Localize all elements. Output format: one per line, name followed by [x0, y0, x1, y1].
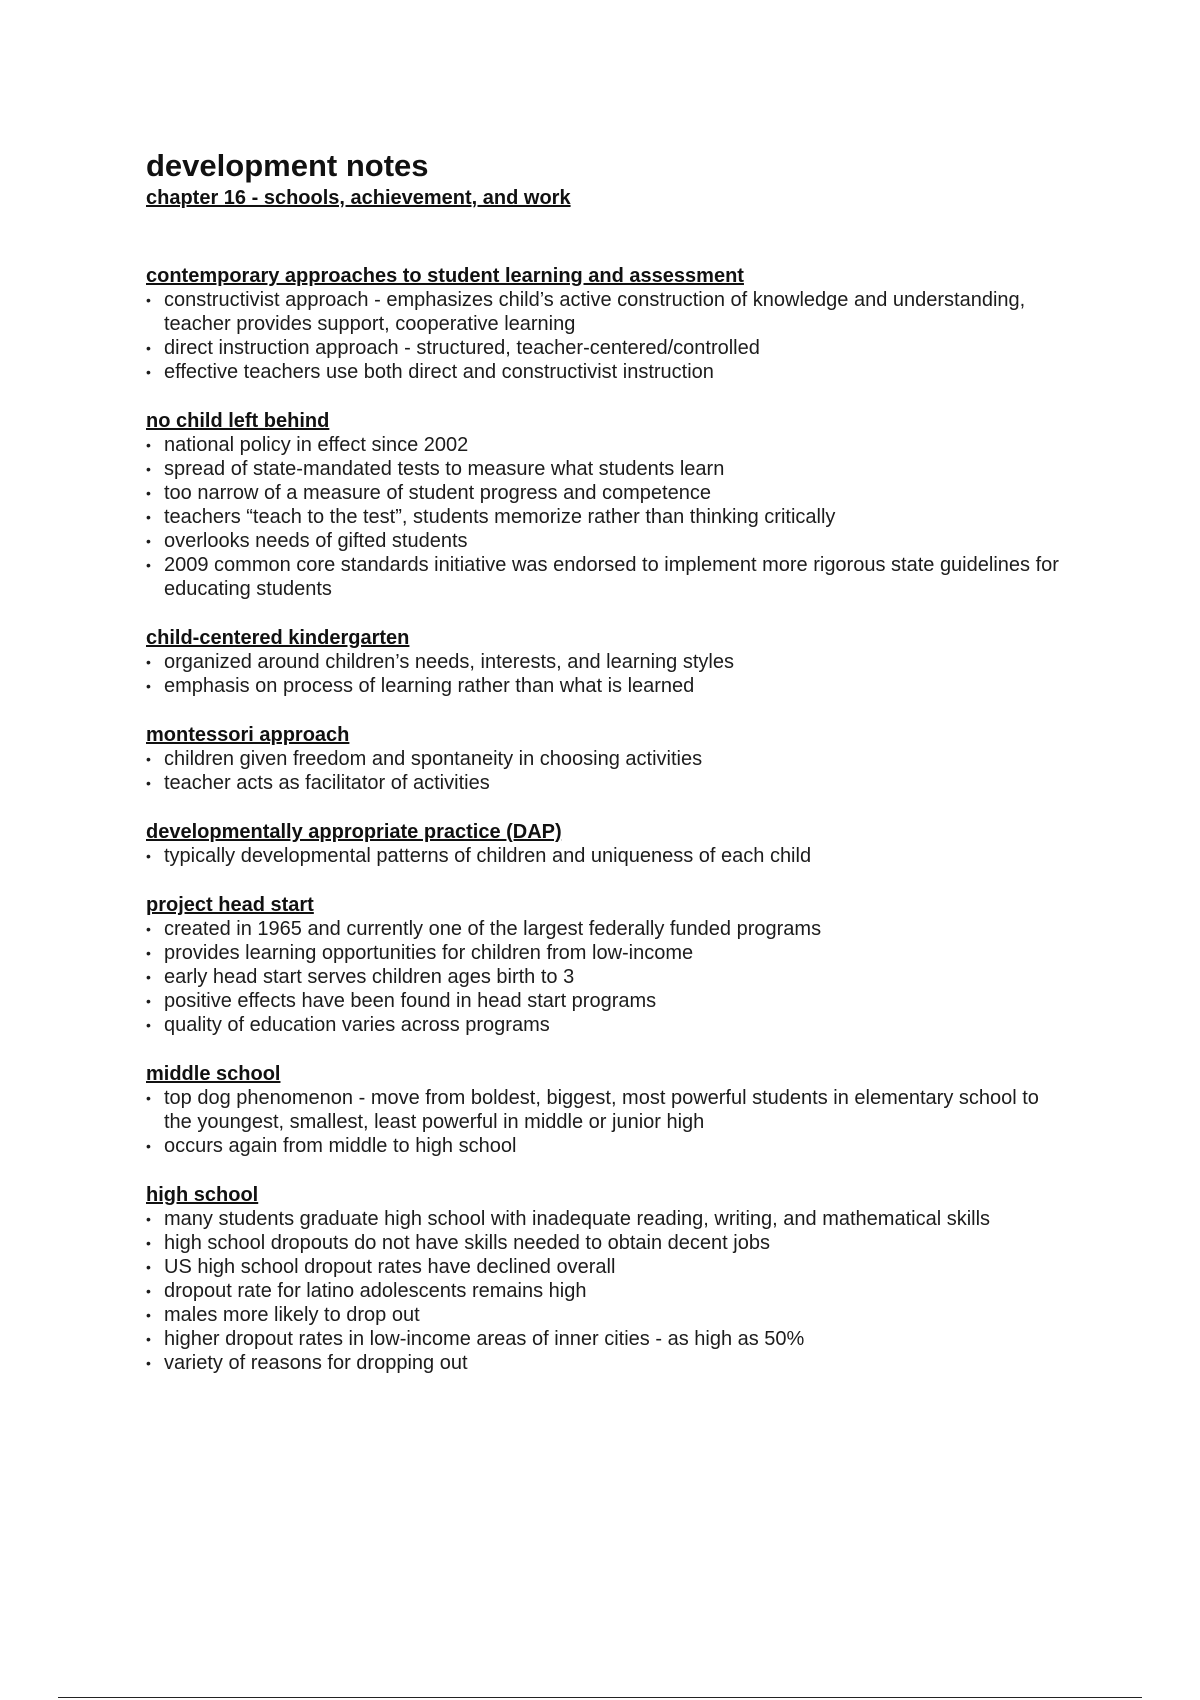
bullet-item: • top dog phenomenon - move from boldest, biggest, most powerful students in elementary school to the youngest, smallest, least powerful in middle or junior high [146, 1086, 1066, 1134]
bullet-item: • effective teachers use both direct and constructivist instruction [146, 360, 1066, 384]
bullet-item: • variety of reasons for dropping out [146, 1351, 1066, 1375]
bullet-list [146, 1086, 1066, 1158]
bullet-item: • occurs again from middle to high school [146, 1134, 1066, 1158]
document-title: development notes [146, 148, 429, 183]
section-heading: child-centered kindergarten [146, 627, 410, 649]
sections-container [146, 264, 1066, 1375]
section-heading: no child left behind [146, 410, 330, 432]
bullet-list [146, 288, 1066, 384]
notes-section [146, 820, 1066, 868]
bullet-list [146, 650, 1066, 698]
bullet-item: • typically developmental patterns of children and uniqueness of each child [146, 844, 1066, 868]
bullet-item: • dropout rate for latino adolescents remains high [146, 1279, 1066, 1303]
bullet-item: • US high school dropout rates have declined overall [146, 1255, 1066, 1279]
bullet-list [146, 844, 1066, 868]
notes-section [146, 1183, 1066, 1375]
bullet-item: • 2009 common core standards initiative was endorsed to implement more rigorous state guidelines for educating students [146, 553, 1066, 601]
bullet-item: • spread of state-mandated tests to measure what students learn [146, 457, 1066, 481]
bullet-item: • early head start serves children ages birth to 3 [146, 965, 1066, 989]
bullet-item: • higher dropout rates in low-income areas of inner cities - as high as 50% [146, 1327, 1066, 1351]
bullet-list [146, 433, 1066, 601]
bullet-item: • overlooks needs of gifted students [146, 529, 1066, 553]
bullet-list [146, 917, 1066, 1037]
section-heading: high school [146, 1184, 259, 1206]
document-page [146, 146, 1066, 1400]
bullet-item: • constructivist approach - emphasizes child’s active construction of knowledge and understanding, teacher provides support, cooperative learning [146, 288, 1066, 336]
bullet-item: • direct instruction approach - structured, teacher-centered/controlled [146, 336, 1066, 360]
section-heading: middle school [146, 1063, 281, 1085]
bottom-divider [58, 1697, 1142, 1698]
bullet-item: • many students graduate high school with inadequate reading, writing, and mathematical skills [146, 1207, 1066, 1231]
notes-section [146, 893, 1066, 1037]
notes-section [146, 723, 1066, 795]
section-heading: project head start [146, 894, 314, 916]
notes-section [146, 409, 1066, 601]
bullet-item: • children given freedom and spontaneity in choosing activities [146, 747, 1066, 771]
bullet-item: • too narrow of a measure of student progress and competence [146, 481, 1066, 505]
notes-section [146, 626, 1066, 698]
section-heading: montessori approach [146, 724, 350, 746]
bullet-item: • teacher acts as facilitator of activities [146, 771, 1066, 795]
bullet-item: • created in 1965 and currently one of the largest federally funded programs [146, 917, 1066, 941]
bullet-item: • males more likely to drop out [146, 1303, 1066, 1327]
bullet-item: • emphasis on process of learning rather than what is learned [146, 674, 1066, 698]
document-subtitle: chapter 16 - schools, achievement, and work [146, 187, 571, 209]
section-heading: developmentally appropriate practice (DAP) [146, 821, 562, 843]
bullet-item: • teachers “teach to the test”, students memorize rather than thinking critically [146, 505, 1066, 529]
bullet-item: • provides learning opportunities for children from low-income [146, 941, 1066, 965]
section-heading: contemporary approaches to student learning and assessment [146, 265, 744, 287]
bullet-item: • positive effects have been found in head start programs [146, 989, 1066, 1013]
bullet-item: • high school dropouts do not have skills needed to obtain decent jobs [146, 1231, 1066, 1255]
bullet-item: • organized around children’s needs, interests, and learning styles [146, 650, 1066, 674]
notes-section [146, 1062, 1066, 1158]
bullet-list [146, 1207, 1066, 1375]
bullet-item: • quality of education varies across programs [146, 1013, 1066, 1037]
notes-section [146, 264, 1066, 384]
bullet-list [146, 747, 1066, 795]
bullet-item: • national policy in effect since 2002 [146, 433, 1066, 457]
